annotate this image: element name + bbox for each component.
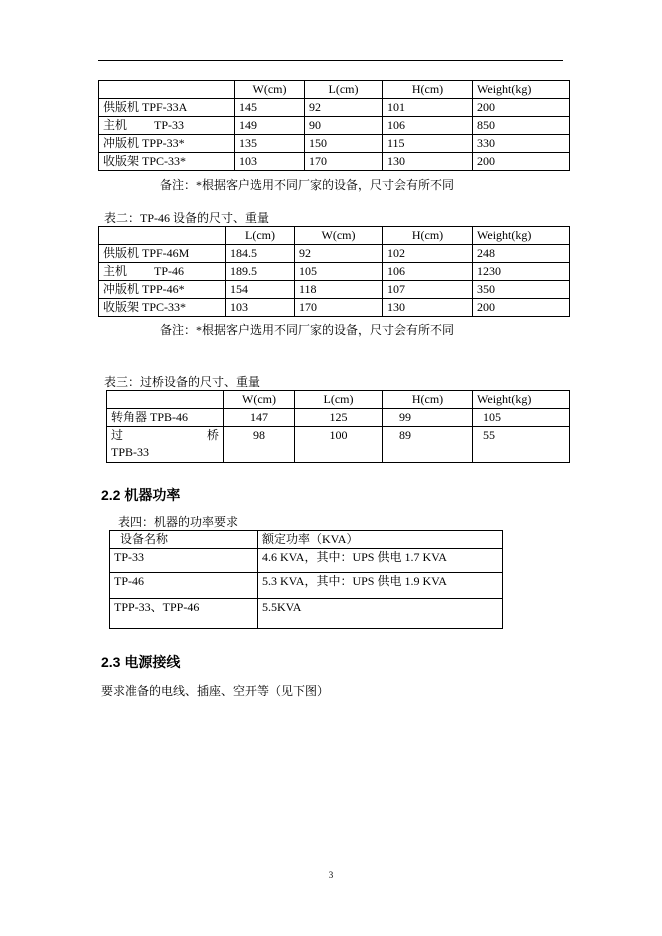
table-header-cell: L(cm)	[226, 227, 295, 245]
table-header-cell: Weight(kg)	[473, 81, 570, 99]
table-tp33-dimensions	[98, 80, 570, 171]
table-cell: 92	[295, 245, 383, 263]
table-cell: 90	[305, 117, 383, 135]
table-cell: 供版机 TPF-33A	[99, 99, 235, 117]
table-row	[99, 99, 570, 117]
table-cell: 5.3 KVA，其中：UPS 供电 1.9 KVA	[258, 573, 503, 599]
table-cell: 330	[473, 135, 570, 153]
table-bridge-dimensions	[106, 390, 570, 463]
table-cell: TPP-33、TPP-46	[110, 599, 258, 629]
table-header-cell: 设备名称	[110, 531, 258, 549]
table-cell: 101	[383, 99, 473, 117]
table-cell: 115	[383, 135, 473, 153]
table-cell	[473, 427, 570, 463]
table-cell: 125	[295, 409, 383, 427]
table-cell: 248	[473, 245, 570, 263]
table-cell	[383, 427, 473, 463]
table-cell: 100	[295, 427, 383, 463]
bridge-model: TPB-33	[111, 445, 150, 459]
table-cell: 105	[295, 263, 383, 281]
table4-caption: 表四：机器的功率要求	[118, 515, 239, 529]
table-cell: TP-46	[110, 573, 258, 599]
table-power-requirements	[109, 530, 503, 629]
table-cell-value: 55	[483, 428, 495, 442]
table-cell: 103	[226, 299, 295, 317]
table-header-cell: W(cm)	[295, 227, 383, 245]
bridge-label-line	[111, 427, 219, 444]
section-heading-2-3: 2.3 电源接线	[101, 654, 181, 670]
table-row	[110, 573, 503, 599]
table-header-cell: W(cm)	[224, 391, 295, 409]
table-tp46-dimensions	[98, 226, 570, 317]
table3-caption: 表三：过桥设备的尺寸、重量	[104, 375, 261, 389]
table-header-cell: Weight(kg)	[473, 391, 570, 409]
table-cell: 200	[473, 299, 570, 317]
table-header-cell: Weight(kg)	[473, 227, 570, 245]
table-cell: 350	[473, 281, 570, 299]
table-header-cell: H(cm)	[383, 81, 473, 99]
table-row	[99, 299, 570, 317]
table-cell: 98	[224, 427, 295, 463]
table-cell	[383, 409, 473, 427]
table-row	[107, 427, 570, 463]
table-cell: 5.5KVA	[258, 599, 503, 629]
table-header-cell: H(cm)	[383, 391, 473, 409]
table-cell: 供版机 TPF-46M	[99, 245, 226, 263]
table-cell	[107, 427, 224, 463]
table-cell: 200	[473, 153, 570, 171]
table-cell: 收版架 TPC-33*	[99, 153, 235, 171]
table-cell: 850	[473, 117, 570, 135]
table-cell: 收版架 TPC-33*	[99, 299, 226, 317]
table-header-cell: H(cm)	[383, 227, 473, 245]
table-header-row	[99, 81, 570, 99]
table-cell: 92	[305, 99, 383, 117]
table-row	[110, 549, 503, 573]
table-row	[107, 409, 570, 427]
section-heading-2-2: 2.2 机器功率	[101, 487, 181, 503]
table-cell: 主机 TP-46	[99, 263, 226, 281]
table-cell: 189.5	[226, 263, 295, 281]
table-cell: 102	[383, 245, 473, 263]
table-cell: 4.6 KVA，其中：UPS 供电 1.7 KVA	[258, 549, 503, 573]
table-header-cell: L(cm)	[305, 81, 383, 99]
table-cell: 冲版机 TPP-33*	[99, 135, 235, 153]
header-rule	[98, 60, 563, 61]
table-cell: 200	[473, 99, 570, 117]
table-row	[99, 117, 570, 135]
table-header-cell: W(cm)	[235, 81, 305, 99]
table2-caption: 表二：TP-46 设备的尺寸、重量	[104, 211, 270, 225]
table-row	[99, 153, 570, 171]
table-cell: 主机 TP-33	[99, 117, 235, 135]
table-cell: 170	[305, 153, 383, 171]
table-header-cell	[107, 391, 224, 409]
table-cell: 154	[226, 281, 295, 299]
table-cell: 184.5	[226, 245, 295, 263]
table-cell: 103	[235, 153, 305, 171]
table-cell: 107	[383, 281, 473, 299]
table-header-cell	[99, 227, 226, 245]
table-cell: 106	[383, 263, 473, 281]
table-header-row	[99, 227, 570, 245]
bridge-label-part: 过	[111, 428, 124, 442]
table-row	[99, 281, 570, 299]
table-header-cell: 额定功率（KVA）	[258, 531, 503, 549]
table-cell: 149	[235, 117, 305, 135]
table-row	[110, 599, 503, 629]
table-header-row	[110, 531, 503, 549]
table-cell: 130	[383, 299, 473, 317]
table-row	[99, 245, 570, 263]
table-header-cell: L(cm)	[295, 391, 383, 409]
table-cell: 转角器 TPB-46	[107, 409, 224, 427]
section-2-3-text: 要求准备的电线、插座、空开等（见下图）	[101, 684, 330, 698]
table-cell: 170	[295, 299, 383, 317]
page-number: 3	[328, 870, 334, 880]
bridge-label-part: 桥	[206, 428, 219, 442]
table-header-row	[107, 391, 570, 409]
table-row	[99, 135, 570, 153]
table-cell-value: 105	[483, 410, 501, 424]
table-cell: 150	[305, 135, 383, 153]
table-cell	[473, 409, 570, 427]
table1-note: 备注：*根据客户选用不同厂家的设备，尺寸会有所不同	[160, 178, 455, 192]
table-cell: 135	[235, 135, 305, 153]
table2-note: 备注：*根据客户选用不同厂家的设备，尺寸会有所不同	[160, 323, 455, 337]
table-cell: 冲版机 TPP-46*	[99, 281, 226, 299]
table-cell-value: 99	[399, 410, 411, 424]
table-cell-value: 89	[399, 428, 411, 442]
table-header-cell	[99, 81, 235, 99]
table-cell: 106	[383, 117, 473, 135]
table-cell: 130	[383, 153, 473, 171]
table-cell: 118	[295, 281, 383, 299]
table-cell: 1230	[473, 263, 570, 281]
table-cell: 145	[235, 99, 305, 117]
table-cell: TP-33	[110, 549, 258, 573]
table-cell: 147	[224, 409, 295, 427]
table-row	[99, 263, 570, 281]
